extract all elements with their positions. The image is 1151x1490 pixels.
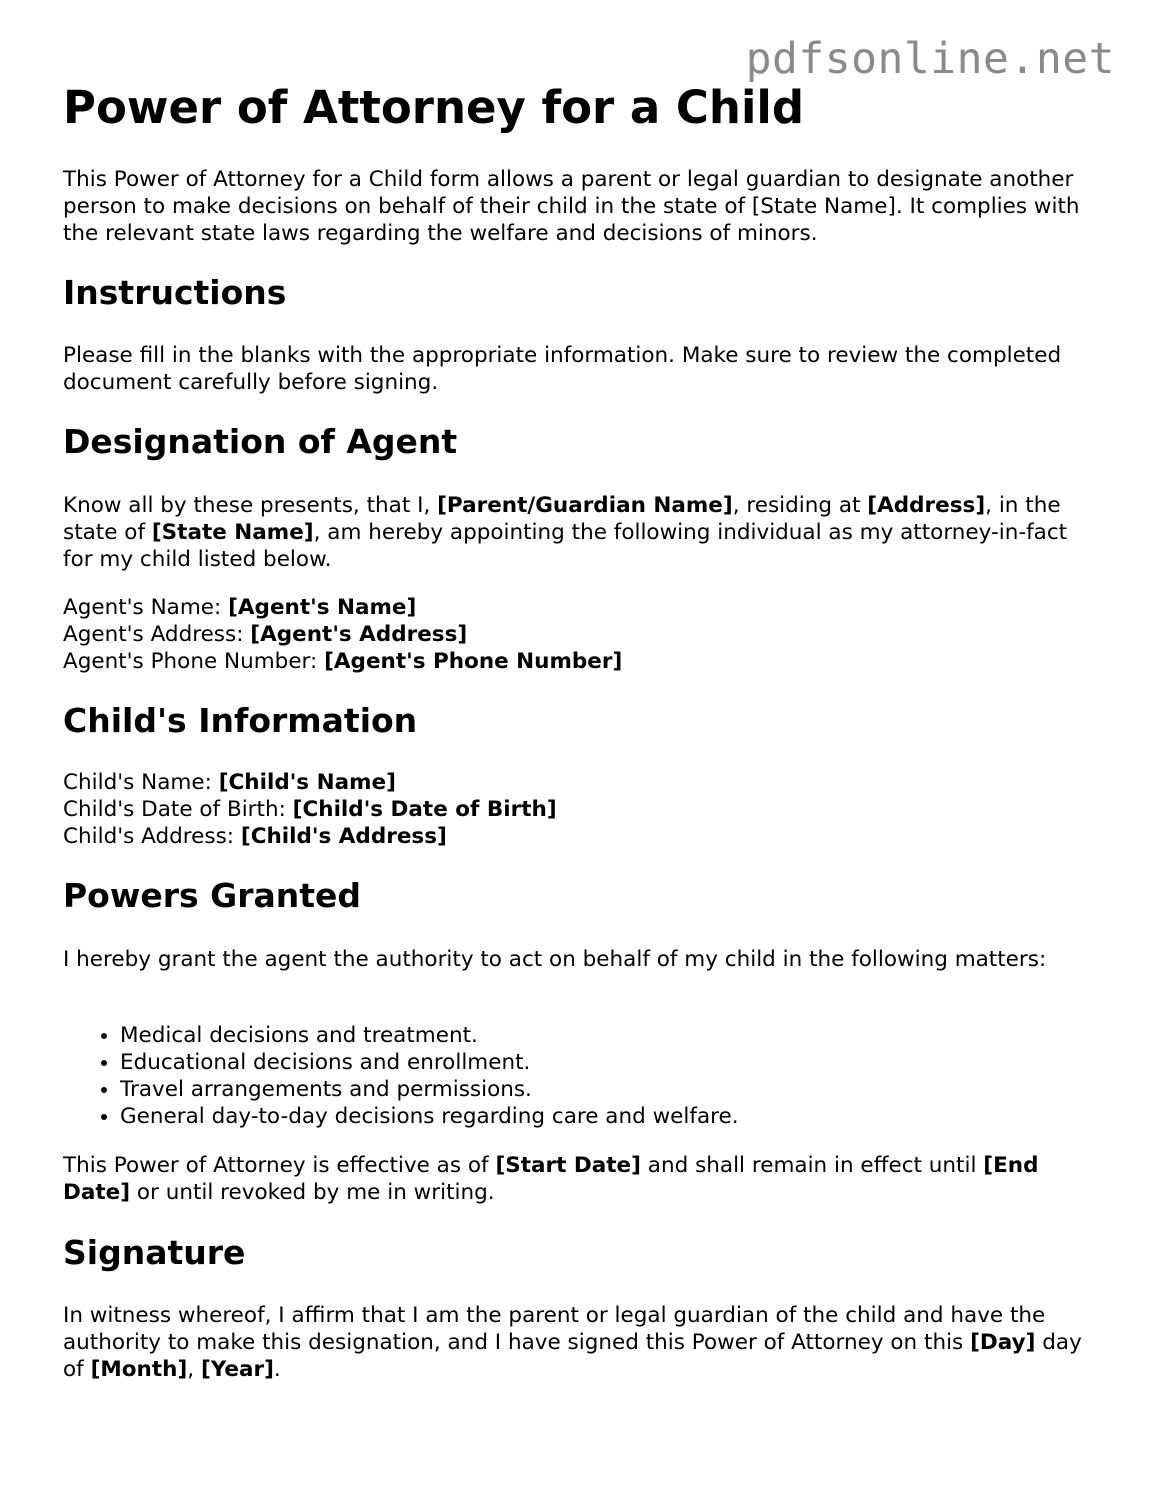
instructions-section: [63, 273, 1093, 313]
agent-address-label: Agent's Address:: [63, 622, 251, 647]
powers-body: [63, 946, 1093, 973]
signature-text-3: ,: [187, 1357, 201, 1382]
list-item: • Medical decisions and treatment.: [120, 1022, 1093, 1049]
year-placeholder: [Year]: [200, 1357, 274, 1382]
child-info: [63, 769, 1093, 850]
designation-text-3: , in the state of: [63, 493, 1061, 545]
agent-name-placeholder: [Agent's Name]: [228, 595, 417, 620]
agent-phone-line: [63, 648, 1093, 675]
agent-phone-placeholder: [Agent's Phone Number]: [324, 649, 623, 674]
instructions-heading: Instructions: [63, 273, 287, 312]
child-heading: Child's Information: [63, 701, 418, 740]
designation-section: [63, 422, 1093, 462]
end-date-placeholder: [End Date]: [63, 1153, 1039, 1205]
powers-heading: Powers Granted: [63, 876, 362, 915]
child-name-placeholder: [Child's Name]: [218, 770, 396, 795]
agent-info: [63, 594, 1093, 675]
effective-dates: [63, 1152, 1093, 1206]
signature-body: [63, 1302, 1093, 1383]
child-dob-label: Child's Date of Birth:: [63, 797, 293, 822]
watermark-text: pdfsonline.net: [745, 34, 1115, 84]
list-item: • General day-to-day decisions regarding care and welfare.: [120, 1103, 1093, 1130]
address-placeholder: [Address]: [867, 493, 986, 518]
month-placeholder: [Month]: [90, 1357, 188, 1382]
designation-text-1: Know all by these presents, that I,: [63, 493, 438, 518]
start-date-placeholder: [Start Date]: [495, 1153, 641, 1178]
effective-paragraph: [63, 1152, 1093, 1206]
designation-text-4: , am hereby appointing the following individual as my attorney-in-fact for my child listed below.: [63, 520, 1068, 572]
agent-phone-label: Agent's Phone Number:: [63, 649, 325, 674]
intro-section: [63, 166, 1093, 247]
instructions-body: [63, 342, 1093, 396]
child-section: [63, 701, 1093, 741]
signature-heading: Signature: [63, 1233, 246, 1272]
powers-paragraph: I hereby grant the agent the authority to act on behalf of my child in the following matters:: [63, 947, 1047, 972]
designation-text-2: , residing at: [732, 493, 868, 518]
signature-section: [63, 1233, 1093, 1273]
child-name-label: Child's Name:: [63, 770, 219, 795]
powers-list-block: [63, 1022, 1093, 1130]
intro-paragraph: This Power of Attorney for a Child form allows a parent or legal guardian to designate another person to make decisions on behalf of their child in the state of [State Name]. It complies with the relevant state laws regarding the welfare and decisions of minors.: [63, 167, 1080, 246]
agent-name-label: Agent's Name:: [63, 595, 229, 620]
designation-paragraph: [63, 492, 1093, 573]
instructions-paragraph: Please fill in the blanks with the appropriate information. Make sure to review the completed document carefully before signing.: [63, 343, 1062, 395]
child-dob-line: [63, 796, 1093, 823]
agent-address-line: [63, 621, 1093, 648]
effective-text-2: and shall remain in effect until: [640, 1153, 984, 1178]
effective-text-3: or until revoked by me in writing.: [130, 1180, 495, 1205]
powers-section: [63, 876, 1093, 916]
designation-heading: Designation of Agent: [63, 422, 458, 461]
powers-list: [63, 1022, 1093, 1130]
day-placeholder: [Day]: [970, 1330, 1036, 1355]
designation-body: [63, 492, 1093, 573]
agent-name-line: [63, 594, 1093, 621]
child-address-placeholder: [Child's Address]: [240, 824, 447, 849]
list-item: • Travel arrangements and permissions.: [120, 1076, 1093, 1103]
signature-text-2: day of: [63, 1330, 1082, 1382]
child-name-line: [63, 769, 1093, 796]
child-address-line: [63, 823, 1093, 850]
signature-text-4: .: [273, 1357, 281, 1382]
effective-text-1: This Power of Attorney is effective as of: [63, 1153, 496, 1178]
page-title: Power of Attorney for a Child: [63, 81, 805, 134]
child-address-label: Child's Address:: [63, 824, 241, 849]
signature-paragraph: [63, 1302, 1093, 1383]
signature-text-1: In witness whereof, I affirm that I am the parent or legal guardian of the child and have the authority to make this designation, and I have signed this Power of Attorney on this: [63, 1303, 1046, 1355]
parent-name-placeholder: [Parent/Guardian Name]: [437, 493, 733, 518]
list-item: • Educational decisions and enrollment.: [120, 1049, 1093, 1076]
child-dob-placeholder: [Child's Date of Birth]: [292, 797, 557, 822]
state-placeholder: [State Name]: [151, 520, 314, 545]
agent-address-placeholder: [Agent's Address]: [250, 622, 468, 647]
